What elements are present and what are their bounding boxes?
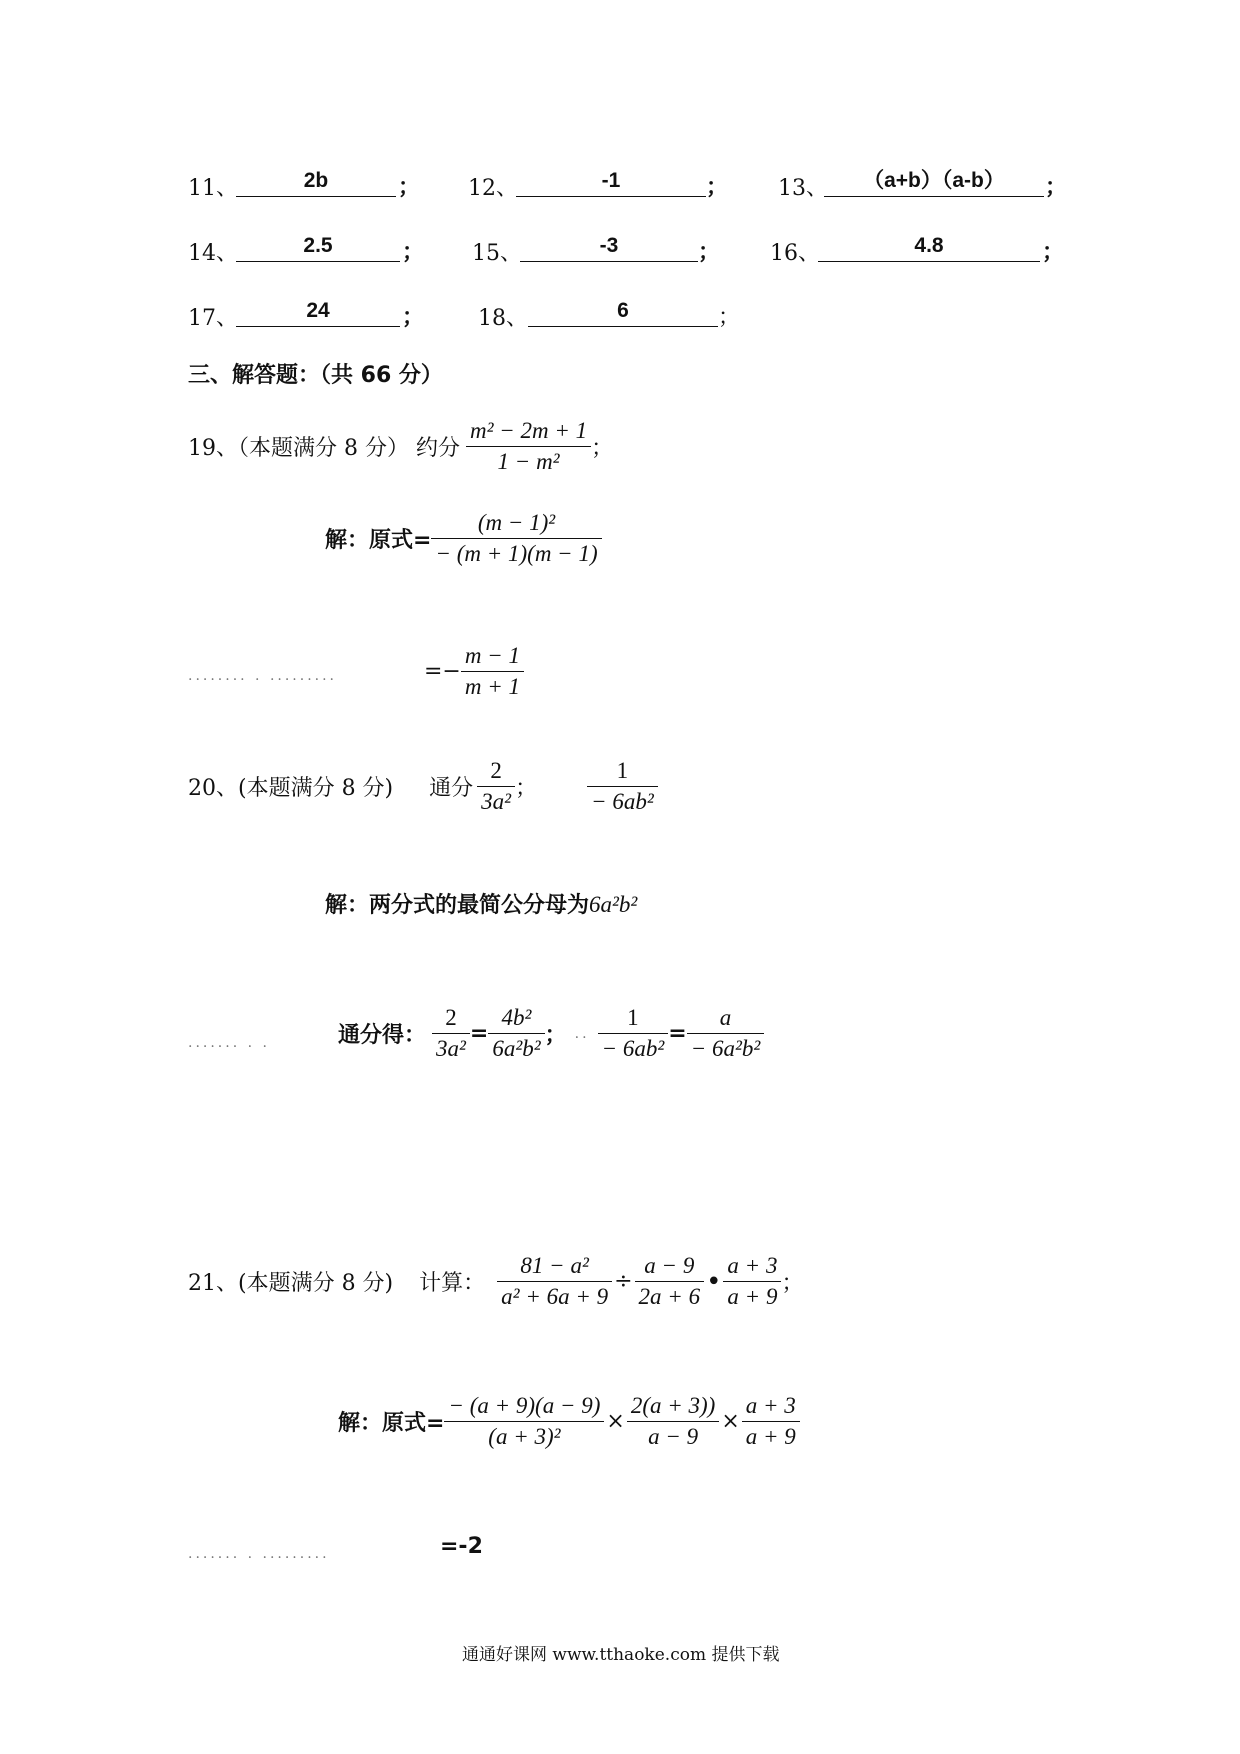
q18-label: 18、 (478, 306, 528, 331)
q20-semicolon: ； (544, 1023, 567, 1048)
q15-answer: -3 (520, 231, 698, 262)
q21-s-a-fraction (444, 1393, 604, 1450)
q13-label: 13、 (778, 176, 828, 201)
q20-r2b-numerator: a (719, 1005, 732, 1030)
q19-solution-line1 (325, 510, 602, 567)
q21-s-b-numerator: 2(a + 3)) (630, 1393, 716, 1418)
q20-r1b-denominator: 6a²b² (488, 1033, 544, 1062)
leader-dots: .. (574, 1025, 590, 1042)
q21-s-c-numerator: a + 3 (745, 1393, 796, 1418)
q19-step2-prefix: =− (424, 659, 461, 684)
q12-separator: ； (706, 174, 729, 200)
q20-result-label: 通分得： (338, 1023, 427, 1048)
q19-step1-denominator: − (m + 1)(m − 1) (431, 538, 601, 567)
q20-question (188, 758, 658, 815)
q20-solution-line2 (338, 1005, 764, 1062)
q20-solution-line1 (325, 888, 637, 919)
q20-r2-denominator: − 6ab² (598, 1033, 669, 1062)
q20-prompt: 20、(本题满分 8 分) (188, 776, 394, 801)
q13-answer: （a+b）（a-b） (824, 166, 1044, 197)
q21-fraction-b (635, 1253, 705, 1310)
q20-r1-fraction (432, 1005, 470, 1062)
q15-label: 15、 (472, 241, 522, 266)
q19-step2-denominator: m + 1 (461, 671, 524, 700)
q21-fraction-a (497, 1253, 612, 1310)
q21-s-b-fraction (627, 1393, 720, 1450)
q20-fraction-1 (477, 758, 515, 815)
q20-f1-denominator: 3a² (477, 786, 515, 815)
q20-eq-1: = (469, 1021, 489, 1046)
q19-question (188, 418, 613, 475)
q14-label: 14、 (188, 241, 238, 266)
leader-dots: ....... . . (188, 1035, 270, 1051)
q20-r2-numerator: 1 (627, 1005, 639, 1030)
q20-f1-numerator: 2 (490, 758, 502, 783)
q20-r1-numerator: 2 (445, 1005, 457, 1030)
q20-r1-denominator: 3a² (432, 1033, 470, 1062)
q19-solution-line2 (424, 643, 524, 700)
q20-lcd: 6a²b² (589, 892, 638, 917)
q21-question (188, 1253, 803, 1310)
q21-b-numerator: a − 9 (644, 1253, 695, 1278)
q19-prompt: 19、（本题满分 8 分） 约分 (188, 436, 460, 461)
q16-answer: 4.8 (818, 231, 1040, 262)
leader-dots: ........ . ......... (188, 668, 338, 684)
q21-dot: • (706, 1266, 722, 1297)
q19-step1-fraction (431, 510, 601, 567)
leader-dots: ....... . ......... (188, 1546, 330, 1562)
q21-a-numerator: 81 − a² (520, 1253, 589, 1278)
q19-fraction (466, 418, 591, 475)
q21-b-denominator: 2a + 6 (635, 1281, 705, 1310)
q20-r2-fraction (598, 1005, 669, 1062)
q21-solution-label: 解：原式= (338, 1411, 445, 1436)
q13-separator: ； (1045, 174, 1068, 200)
q21-divide: ÷ (614, 1269, 633, 1294)
q19-numerator: m² − 2m + 1 (469, 418, 588, 443)
q14-answer: 2.5 (236, 231, 400, 262)
q19-solution-label: 解：原式= (325, 528, 432, 553)
q19-step2-numerator: m − 1 (464, 643, 521, 668)
q21-result: =-2 (440, 1534, 483, 1559)
q21-verb: 计算： (419, 1271, 486, 1296)
q19-step1-numerator: (m − 1)² (477, 510, 556, 535)
q21-solution-line1 (338, 1393, 800, 1450)
q20-fraction-2 (587, 758, 658, 815)
q19-denominator: 1 − m² (466, 446, 591, 475)
q20-eq-2: = (668, 1021, 687, 1046)
q11-separator: ； (398, 174, 421, 200)
q21-times-1: × (606, 1409, 625, 1434)
q19-end: ； (591, 436, 614, 461)
q20-r1b-numerator: 4b² (501, 1005, 532, 1030)
q17-answer: 24 (236, 296, 400, 327)
q21-s-a-numerator: − (a + 9)(a − 9) (448, 1393, 601, 1418)
q12-label: 12、 (468, 176, 518, 201)
q20-r2b-fraction (687, 1005, 765, 1062)
q18-separator: ； (718, 305, 741, 330)
q17-label: 17、 (188, 306, 238, 331)
q21-c-denominator: a + 9 (723, 1281, 781, 1310)
footer-text: 通通好课网 www.tthaoke.com 提供下载 (462, 1645, 780, 1665)
q21-s-c-fraction (742, 1393, 800, 1450)
q20-f2-denominator: − 6ab² (587, 786, 658, 815)
q20-solution-text: 解：两分式的最简公分母为 (325, 893, 590, 918)
q16-separator: ； (1042, 239, 1065, 265)
q21-s-b-denominator: a − 9 (627, 1421, 720, 1450)
q21-times-2: × (721, 1409, 740, 1434)
q21-s-a-denominator: (a + 3)² (444, 1421, 604, 1450)
q21-end: ； (781, 1271, 804, 1296)
q21-prompt: 21、(本题满分 8 分) (188, 1271, 394, 1296)
q21-c-numerator: a + 3 (727, 1253, 778, 1278)
q20-f2-numerator: 1 (616, 758, 629, 783)
q20-r2b-denominator: − 6a²b² (687, 1033, 765, 1062)
q11-label: 11、 (188, 176, 238, 201)
q18-answer: 6 (528, 296, 718, 327)
q21-a-denominator: a² + 6a + 9 (497, 1281, 612, 1310)
q19-step2-fraction (461, 643, 524, 700)
q21-s-c-denominator: a + 9 (742, 1421, 800, 1450)
q12-answer: -1 (516, 166, 706, 197)
q21-fraction-c (723, 1253, 781, 1310)
q17-separator: ； (402, 304, 425, 330)
q20-separator: ； (515, 776, 538, 801)
q16-label: 16、 (770, 241, 820, 266)
q11-answer: 2b (236, 166, 396, 197)
section-title: 三、解答题：（共 66 分） (188, 363, 443, 388)
q14-separator: ； (402, 239, 425, 265)
q20-verb: 通分 (429, 776, 474, 801)
q15-separator: ； (698, 239, 721, 265)
q20-r1b-fraction (488, 1005, 544, 1062)
